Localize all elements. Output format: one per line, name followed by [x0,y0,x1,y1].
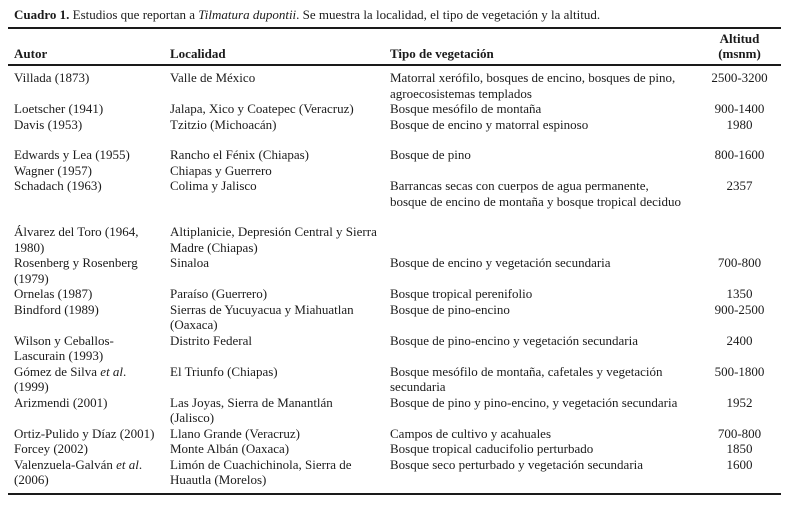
cell-localidad: Paraíso (Guerrero) [170,286,268,301]
cell-vegetacion: Bosque mesófilo de montaña, cafetales y vegetación secundaria [390,363,663,394]
header-autor: Autor [14,45,48,61]
table-body [8,70,781,488]
author-name: Edwards y Lea (1955) [14,147,130,162]
cell-autor [8,101,170,117]
cell-autor [8,286,170,302]
cell-vegetacion: Bosque de pino [390,147,471,162]
cell-localidad: Las Joyas, Sierra de Manantlán (Jalisco) [170,394,333,425]
caption-label: Cuadro 1. [14,7,70,22]
table-row [8,364,781,395]
author-name: Arizmendi (2001) [14,394,108,410]
author-name: Valenzuela-Galván [14,456,117,472]
author-name: Loetscher (1941) [14,101,104,116]
cell-autor [8,333,170,364]
cell-autor [8,178,170,194]
cell-autor [8,163,170,179]
cell-autor [8,70,170,86]
cell-vegetacion: Bosque de encino y matorral espinoso [390,116,589,132]
cell-localidad: Limón de Cuachichinola, Sierra de Huautla (Morelos) [170,456,352,487]
caption-text-before-species: Estudios que reportan a [69,7,199,22]
table-bottom-rule [8,493,781,495]
cell-localidad: Sierras de Yucuyacua y Miahuatlan (Oaxaca) [170,301,354,332]
cell-vegetacion: Bosque mesófilo de montaña [390,101,542,116]
cell-altitud: 2400 [726,332,753,348]
cell-vegetacion: Matorral xerófilo, bosques de encino, bosques de pino, agroecosistemas templados [390,70,676,101]
author-name: Wilson y Ceballos-Lascurain (1993) [14,332,114,363]
table-row [8,395,781,426]
cell-vegetacion: Bosque seco perturbado y vegetación secundaria [390,456,644,472]
cell-autor [8,255,170,286]
author-et-al: et al [116,456,139,472]
table-row [8,224,781,255]
cell-localidad: Llano Grande (Veracruz) [170,425,300,441]
cell-altitud: 1952 [726,394,753,410]
cell-altitud: 1850 [726,441,753,456]
header-vegetacion: Tipo de vegetación [390,45,494,61]
caption-species-name: Tilmatura dupontii [198,7,297,22]
cell-vegetacion: Barrancas secas con cuerpos de agua permanente, bosque de encino de montaña y bosque tropical deciduo [390,178,681,209]
table-row [8,178,781,209]
cell-altitud: 2357 [726,178,753,193]
cell-vegetacion: Campos de cultivo y acahuales [390,425,552,441]
cell-altitud: 500-1800 [714,363,765,379]
author-name: Álvarez del Toro (1964, 1980) [14,224,139,255]
cell-localidad: Distrito Federal [170,332,252,348]
author-name: Davis (1953) [14,116,83,132]
cell-altitud: 2500-3200 [711,70,768,85]
cell-altitud: 1350 [726,286,753,301]
cell-altitud: 900-2500 [714,301,765,317]
cell-localidad: Altiplanicie, Depresión Central y Sierra Madre (Chiapas) [170,224,377,255]
cell-vegetacion: Bosque tropical caducifolio perturbado [390,441,594,456]
cell-autor [8,426,170,442]
table-row [8,255,781,286]
cell-localidad: Valle de México [170,70,256,85]
author-name: Ortiz-Pulido y Díaz (2001) [14,425,155,441]
cell-localidad: Rancho el Fénix (Chiapas) [170,147,309,162]
author-year: . (2006) [14,456,143,487]
table-row [8,163,781,179]
cell-autor [8,457,170,488]
table-row [8,70,781,101]
cell-vegetacion: Bosque de pino-encino y vegetación secundaria [390,332,638,348]
author-name: Villada (1873) [14,70,90,85]
table-row [8,333,781,364]
cell-vegetacion: Bosque de pino-encino [390,301,510,317]
table-row [8,147,781,163]
table-caption [8,0,781,29]
author-year: . (1999) [14,363,127,394]
header-altitud-line1: Altitud [719,31,760,46]
cell-localidad: Sinaloa [170,255,209,270]
cell-localidad: El Triunfo (Chiapas) [170,363,278,379]
cell-localidad: Colima y Jalisco [170,178,257,193]
table-row [8,101,781,117]
header-altitud [698,32,781,61]
table-row [8,302,781,333]
cell-autor [8,302,170,318]
table-header-row [8,29,781,66]
cell-localidad: Jalapa, Xico y Coatepec (Veracruz) [170,101,354,116]
header-localidad: Localidad [170,45,226,61]
cell-localidad: Chiapas y Guerrero [170,162,272,178]
cell-altitud: 1600 [726,456,753,472]
cell-altitud: 700-800 [717,255,762,270]
cell-vegetacion: Bosque de encino y vegetación secundaria [390,255,611,270]
cell-altitud: 900-1400 [714,101,765,116]
cell-localidad: Monte Albán (Oaxaca) [170,441,290,456]
cell-altitud: 800-1600 [714,147,765,162]
cell-autor [8,224,170,255]
cell-localidad: Tzitzio (Michoacán) [170,116,277,132]
header-altitud-line2: (msnm) [718,45,761,61]
author-name: Bindford (1989) [14,301,99,317]
author-name: Wagner (1957) [14,162,93,178]
table-row [8,286,781,302]
author-name: Rosenberg y Rosenberg (1979) [14,255,138,286]
author-name: Schadach (1963) [14,178,102,193]
cell-autor [8,395,170,411]
cell-autor [8,364,170,395]
author-name: Gómez de Silva [14,363,101,379]
author-name: Forcey (2002) [14,441,89,456]
cell-altitud: 700-800 [717,425,762,441]
table-row [8,117,781,133]
table-row [8,426,781,442]
author-name: Ornelas (1987) [14,286,93,301]
cell-autor [8,147,170,163]
author-et-al: et al [100,363,124,379]
cell-vegetacion: Bosque tropical perenifolio [390,286,533,301]
table-row [8,441,781,457]
table-row [8,457,781,488]
cell-altitud: 1980 [726,116,753,132]
cell-autor [8,441,170,457]
cell-vegetacion: Bosque de pino y pino-encino, y vegetación secundaria [390,394,678,410]
cell-autor [8,117,170,133]
caption-text-after-species: . Se muestra la localidad, el tipo de vegetación y la altitud. [296,7,601,22]
